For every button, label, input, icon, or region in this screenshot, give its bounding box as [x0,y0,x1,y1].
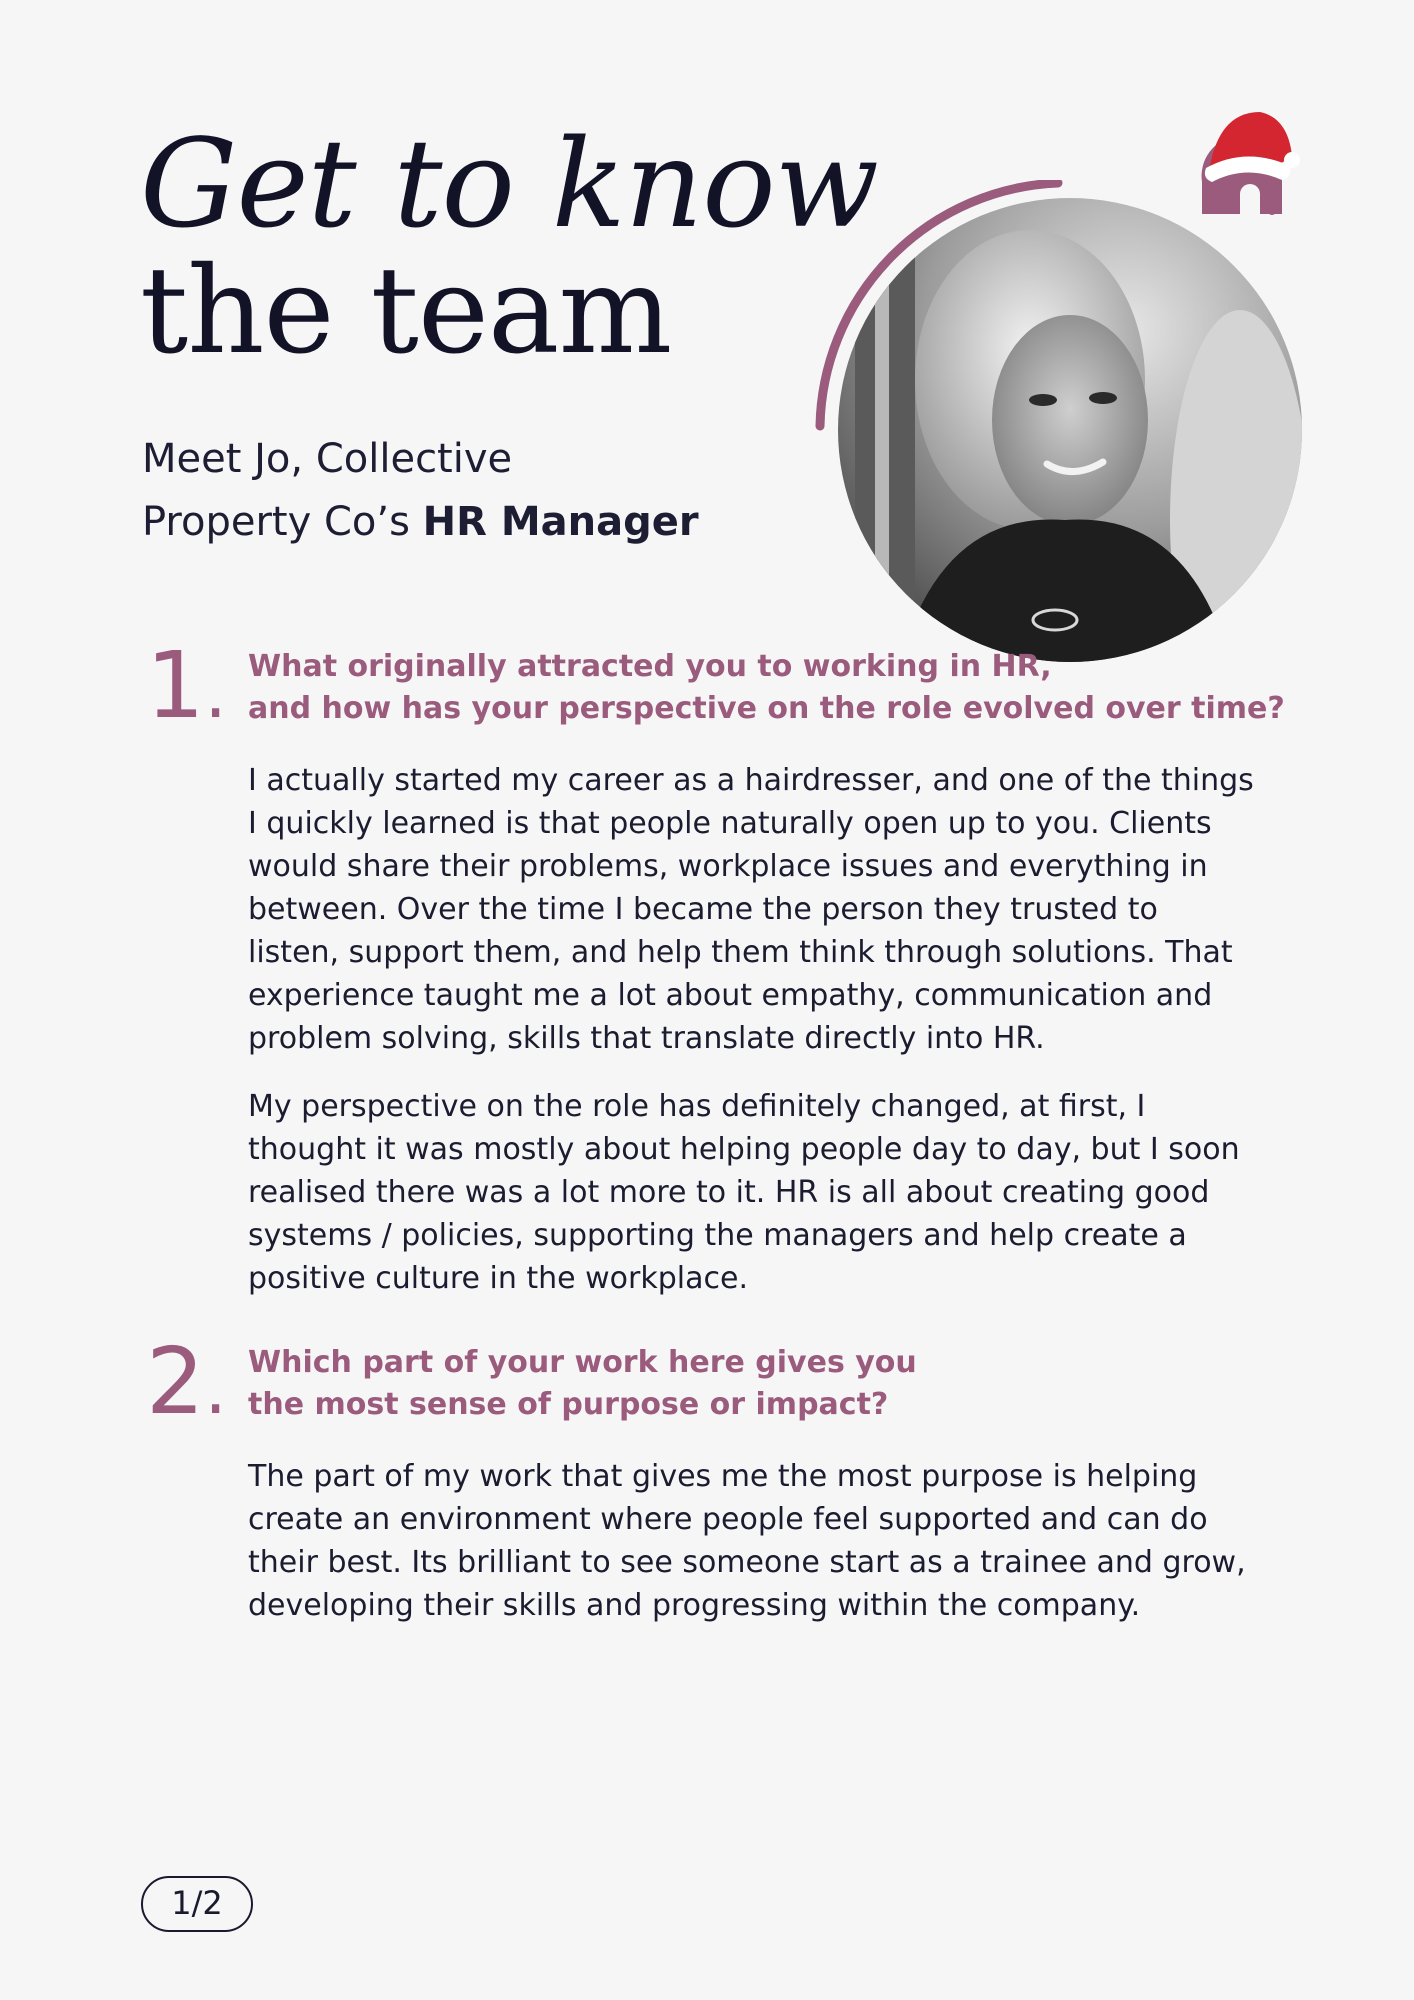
question-1-line-2: and how has your perspective on the role evolved over time? [248,691,1285,726]
question-2-dot: . [204,1348,227,1430]
house-logo-graphic [1196,104,1300,224]
portrait-photo [815,180,1315,680]
answer-1-paragraph-2: My perspective on the role has definitely changed, at first, I thought it was mostly about helping people day to day, but I soon realised there was a lot more to it. HR is all about creating good systems / policies, supporting the managers and help create a positive culture in the workplace. [248,1089,1240,1296]
page-indicator: 1/2 [141,1876,253,1932]
question-1-digit: 1 [146,632,205,739]
title-line-1: Get to know [140,113,879,255]
subtitle-line-1: Meet Jo, Collective [142,436,513,482]
question-1-line-1: What originally attracted you to working in HR, [248,649,1052,684]
answer-1-paragraph-1: I actually started my career as a hairdresser, and one of the things I quickly learned is that people naturally open up to you. Clients would share their problems, workplace issues and everything in between. Over the time I became the person they trusted to listen, support them, and help them think through solutions. That experience taught me a lot about empathy, communication and problem solving, skills that translate directly into HR. [248,763,1254,1056]
portrait-photo-graphic [815,180,1315,680]
answer-1 [248,759,1258,1325]
question-2-line-1: Which part of your work here gives you [248,1345,917,1380]
question-2-number [146,1328,227,1435]
answer-2 [248,1455,1258,1652]
answer-2-paragraph-1: The part of my work that gives me the most purpose is helping create an environment where people feel supported and can do their best. Its brilliant to see someone start as a trainee and grow, developing their skills and progressing within the company. [248,1459,1246,1623]
subtitle-line-2 [142,491,699,554]
subtitle-prefix: Property Co’s [142,499,423,545]
question-1 [248,646,1285,730]
subtitle [142,428,699,554]
house-logo-icon [1196,104,1300,224]
question-1-dot: . [204,652,227,734]
subtitle-role: HR Manager [422,499,699,545]
page-title [140,113,879,381]
question-2-line-2: the most sense of purpose or impact? [248,1387,889,1422]
question-1-number [146,632,227,739]
question-2-digit: 2 [146,1328,205,1435]
title-line-2: the team [140,242,672,381]
question-2 [248,1342,917,1426]
